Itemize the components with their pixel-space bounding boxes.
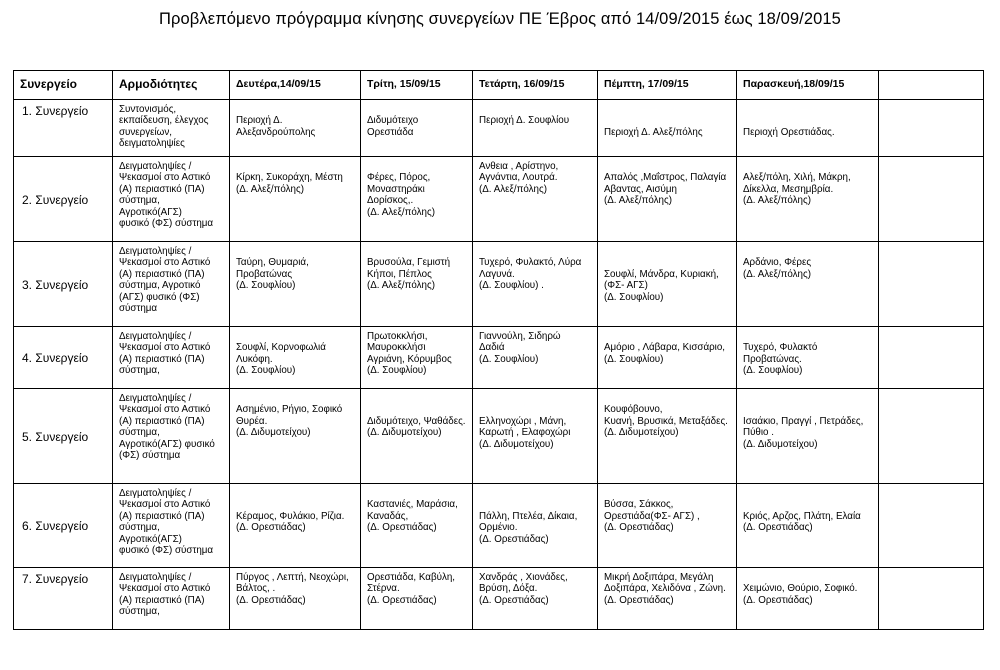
- header-team: Συνεργείο: [14, 71, 113, 100]
- table-row: [14, 389, 984, 484]
- team-name: 4. Συνεργείο: [14, 327, 113, 389]
- friday-cell: Ισαάκιο, Πραγγί , Πετράδες, Πύθιο . (Δ. Διδυμοτείχου): [737, 389, 879, 484]
- tuesday-cell: Ορεστιάδα, Καβύλη, Στέρνα. (Δ. Ορεστιάδας): [361, 568, 473, 630]
- wednesday-cell: Ελληνοχώρι , Μάνη, Καρωτή , Ελαφοχώρι (Δ. Διδυμοτείχου): [473, 389, 598, 484]
- friday-cell: Αρδάνιο, Φέρες (Δ. Αλεξ/πόλης): [737, 242, 879, 327]
- table-row: [14, 242, 984, 327]
- table-row: [14, 157, 984, 242]
- tuesday-cell: Πρωτοκκλήσι, Μαυροκκλήσι Αγριάνη, Κόρυμβος (Δ. Σουφλίου): [361, 327, 473, 389]
- header-friday: Παρασκευή,18/09/15: [737, 71, 879, 100]
- header-tuesday: Τρίτη, 15/09/15: [361, 71, 473, 100]
- monday-cell: Κέραμος, Φυλάκιο, Ρίζια. (Δ. Ορεστιάδας): [230, 484, 361, 568]
- header-duties: Αρμοδιότητες: [113, 71, 230, 100]
- empty-cell: [879, 568, 984, 630]
- wednesday-cell: Γιαννούλη, Σιδηρώ Δαδιά (Δ. Σουφλίου): [473, 327, 598, 389]
- duties-cell: Δειγματοληψίες / Ψεκασμοί στο Αστικό (Α) περιαστικό (ΠΑ) σύστημα,: [113, 327, 230, 389]
- monday-cell: Κίρκη, Συκοράχη, Μέστη (Δ. Αλεξ/πόλης): [230, 157, 361, 242]
- empty-cell: [879, 100, 984, 157]
- team-name: 3. Συνεργείο: [14, 242, 113, 327]
- thursday-cell: Σουφλί, Μάνδρα, Κυριακή, (ΦΣ- ΑΓΣ) (Δ. Σουφλίου): [598, 242, 737, 327]
- wednesday-cell: Χανδράς , Χιονάδες, Βρύση, Δόξα. (Δ. Ορεστιάδας): [473, 568, 598, 630]
- duties-cell: Δειγματοληψίες / Ψεκασμοί στο Αστικό (Α) περιαστικό (ΠΑ) σύστημα, Αγροτικό(ΑΓΣ) φυσικό (ΦΣ) σύστημα: [113, 389, 230, 484]
- monday-cell: Περιοχή Δ. Αλεξανδρούπολης: [230, 100, 361, 157]
- empty-cell: [879, 389, 984, 484]
- thursday-cell: Μικρή Δοξιπάρα, Μεγάλη Δοξιπάρα, Χελιδόνα , Ζώνη. (Δ. Ορεστιάδας): [598, 568, 737, 630]
- duties-cell: Συντονισμός, εκπαίδευση, έλεγχος συνεργείων, δειγματοληψίες: [113, 100, 230, 157]
- wednesday-cell: Περιοχή Δ. Σουφλίου: [473, 100, 598, 157]
- tuesday-cell: Διδυμότειχο, Ψαθάδες. (Δ. Διδυμοτείχου): [361, 389, 473, 484]
- header-thursday: Πέμπτη, 17/09/15: [598, 71, 737, 100]
- friday-cell: Χειμώνιο, Θούριο, Σοφικό. (Δ. Ορεστιάδας): [737, 568, 879, 630]
- tuesday-cell: Καστανιές, Μαράσια, Καναδάς, (Δ. Ορεστιάδας): [361, 484, 473, 568]
- friday-cell: Τυχερό, Φυλακτό Προβατώνας. (Δ. Σουφλίου): [737, 327, 879, 389]
- friday-cell: Αλεξ/πόλη, Χιλή, Μάκρη, Δίκελλα, Μεσημβρία. (Δ. Αλεξ/πόλης): [737, 157, 879, 242]
- team-name: 1. Συνεργείο: [14, 100, 113, 157]
- thursday-cell: Περιοχή Δ. Αλεξ/πόλης: [598, 100, 737, 157]
- duties-cell: Δειγματοληψίες / Ψεκασμοί στο Αστικό (Α) περιαστικό (ΠΑ) σύστημα,: [113, 568, 230, 630]
- table-row: [14, 568, 984, 630]
- monday-cell: Ασημένιο, Ρήγιο, Σοφικό Θυρέα. (Δ. Διδυμοτείχου): [230, 389, 361, 484]
- friday-cell: Περιοχή Ορεστιάδας.: [737, 100, 879, 157]
- empty-cell: [879, 327, 984, 389]
- thursday-cell: Αμόριο , Λάβαρα, Κισσάριο, (Δ. Σουφλίου): [598, 327, 737, 389]
- table-row: [14, 327, 984, 389]
- header-empty: [879, 71, 984, 100]
- friday-cell: Κριός, Αρζος, Πλάτη, Ελαία (Δ. Ορεστιάδας): [737, 484, 879, 568]
- monday-cell: Πύργος , Λεπτή, Νεοχώρι, Βάλτος, . (Δ. Ορεστιάδας): [230, 568, 361, 630]
- wednesday-cell: Πάλλη, Πτελέα, Δίκαια, Ορμένιο. (Δ. Ορεστιάδας): [473, 484, 598, 568]
- monday-cell: Ταύρη, Θυμαριά, Προβατώνας (Δ. Σουφλίου): [230, 242, 361, 327]
- wednesday-cell: Τυχερό, Φυλακτό, Λύρα Λαγυνά. (Δ. Σουφλίου) .: [473, 242, 598, 327]
- thursday-cell: Κουφόβουνο, Κυανή, Βρυσικά, Μεταξάδες. (Δ. Διδυμοτείχου): [598, 389, 737, 484]
- thursday-cell: Βύσσα, Σάκκος, Ορεστιάδα(ΦΣ- ΑΓΣ) , (Δ. Ορεστιάδας): [598, 484, 737, 568]
- duties-cell: Δειγματοληψίες / Ψεκασμοί στο Αστικό (Α) περιαστικό (ΠΑ) σύστημα, Αγροτικό (ΑΓΣ) φυσικό (ΦΣ) σύστημα: [113, 242, 230, 327]
- team-name: 6. Συνεργείο: [14, 484, 113, 568]
- duties-cell: Δειγματοληψίες / Ψεκασμοί στο Αστικό (Α) περιαστικό (ΠΑ) σύστημα, Αγροτικό(ΑΓΣ) φυσικό (ΦΣ) σύστημα: [113, 157, 230, 242]
- team-name: 2. Συνεργείο: [14, 157, 113, 242]
- tuesday-cell: Διδυμότειχο Ορεστιάδα: [361, 100, 473, 157]
- team-name: 7. Συνεργείο: [14, 568, 113, 630]
- header-monday: Δευτέρα,14/09/15: [230, 71, 361, 100]
- monday-cell: Σουφλί, Κορνοφωλιά Λυκόφη. (Δ. Σουφλίου): [230, 327, 361, 389]
- wednesday-cell: Ανθεια , Αρίστηνο, Αγνάντια, Λουτρά. (Δ. Αλεξ/πόλης): [473, 157, 598, 242]
- tuesday-cell: Βρυσούλα, Γεμιστή Κήποι, Πέπλος (Δ. Αλεξ/πόλης): [361, 242, 473, 327]
- page-title: Προβλεπόμενο πρόγραμμα κίνησης συνεργείων ΠΕ Έβρος από 14/09/2015 έως 18/09/2015: [159, 10, 841, 28]
- header-wednesday: Τετάρτη, 16/09/15: [473, 71, 598, 100]
- table-row: [14, 100, 984, 157]
- header-row: [14, 71, 984, 100]
- table-row: [14, 484, 984, 568]
- duties-cell: Δειγματοληψίες / Ψεκασμοί στο Αστικό (Α) περιαστικό (ΠΑ) σύστημα, Αγροτικό(ΑΓΣ) φυσικό (ΦΣ) σύστημα: [113, 484, 230, 568]
- empty-cell: [879, 157, 984, 242]
- empty-cell: [879, 242, 984, 327]
- tuesday-cell: Φέρες, Πόρος, Μοναστηράκι Δορίσκος,. (Δ. Αλεξ/πόλης): [361, 157, 473, 242]
- team-name: 5. Συνεργείο: [14, 389, 113, 484]
- empty-cell: [879, 484, 984, 568]
- thursday-cell: Απαλός ,Μαΐστρος, Παλαγία Αβαντας, Αισύμη (Δ. Αλεξ/πόλης): [598, 157, 737, 242]
- schedule-table: [13, 70, 984, 630]
